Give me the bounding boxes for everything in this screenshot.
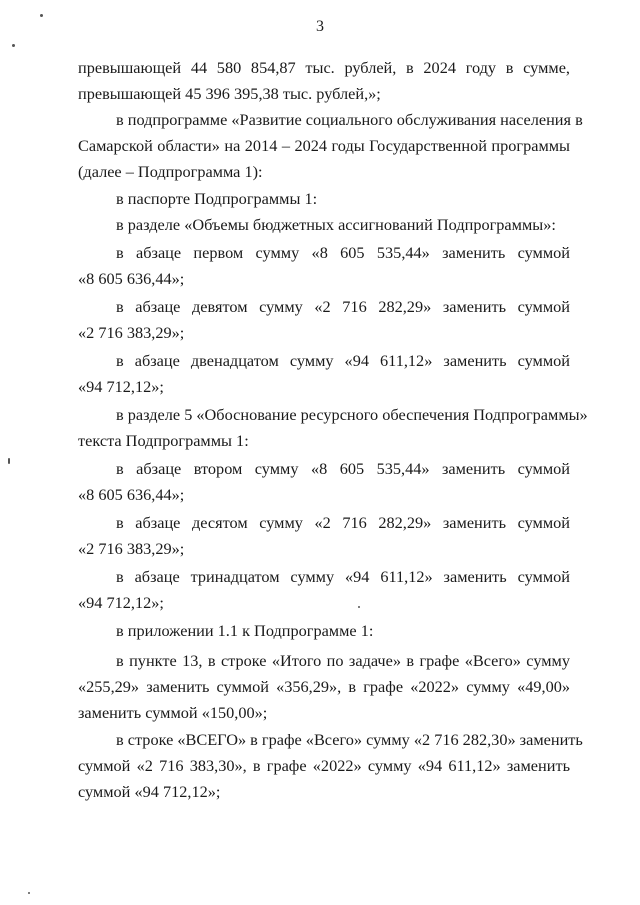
text-line: Самарской области» на 2014 – 2024 годы Государственной программы: [78, 136, 570, 155]
text-line: суммой «2 716 383,30», в графе «2022» сумму «94 611,12» заменить: [78, 756, 570, 775]
text-line: «94 712,12»;: [78, 593, 164, 612]
text-line: в пункте 13, в строке «Итого по задаче» в графе «Всего» сумму: [116, 651, 570, 670]
text-line: текста Подпрограммы 1:: [78, 431, 249, 450]
scan-speck: [40, 14, 43, 17]
text-line: в абзаце втором сумму «8 605 535,44» заменить суммой: [116, 459, 570, 478]
text-line: суммой «94 712,12»;: [78, 782, 221, 801]
text-line: в приложении 1.1 к Подпрограмме 1:: [116, 621, 374, 640]
scan-speck: [28, 892, 30, 894]
text-line: «255,29» заменить суммой «356,29», в графе «2022» сумму «49,00»: [78, 677, 570, 696]
text-line: превышающей 44 580 854,87 тыс. рублей, в 2024 году в сумме,: [78, 58, 570, 77]
text-line: в разделе 5 «Обоснование ресурсного обеспечения Подпрограммы»: [116, 405, 588, 424]
page-number: 3: [316, 18, 324, 35]
text-line: «94 712,12»;: [78, 377, 164, 396]
scan-speck: [8, 458, 10, 464]
text-line: в строке «ВСЕГО» в графе «Всего» сумму «2 716 282,30» заменить: [116, 730, 583, 749]
text-line: в абзаце тринадцатом сумму «94 611,12» заменить суммой: [116, 567, 570, 586]
text-line: «8 605 636,44»;: [78, 269, 185, 288]
text-line: в абзаце десятом сумму «2 716 282,29» заменить суммой: [116, 513, 570, 532]
text-line: в паспорте Подпрограммы 1:: [116, 189, 318, 208]
text-line: в абзаце двенадцатом сумму «94 611,12» заменить суммой: [116, 351, 570, 370]
text-line: заменить суммой «150,00»;: [78, 703, 268, 722]
text-line: (далее – Подпрограмма 1):: [78, 162, 263, 181]
scan-speck: [358, 606, 360, 608]
text-line: в абзаце первом сумму «8 605 535,44» заменить суммой: [116, 243, 570, 262]
scan-speck: [12, 44, 15, 47]
text-line: превышающей 45 396 395,38 тыс. рублей,»;: [78, 84, 381, 103]
text-line: в абзаце девятом сумму «2 716 282,29» заменить суммой: [116, 297, 570, 316]
text-line: в подпрограмме «Развитие социального обслуживания населения в: [116, 110, 583, 129]
text-line: «8 605 636,44»;: [78, 485, 185, 504]
text-line: в разделе «Объемы бюджетных ассигнований Подпрограммы»:: [116, 215, 556, 234]
text-line: «2 716 383,29»;: [78, 323, 185, 342]
text-line: «2 716 383,29»;: [78, 539, 185, 558]
